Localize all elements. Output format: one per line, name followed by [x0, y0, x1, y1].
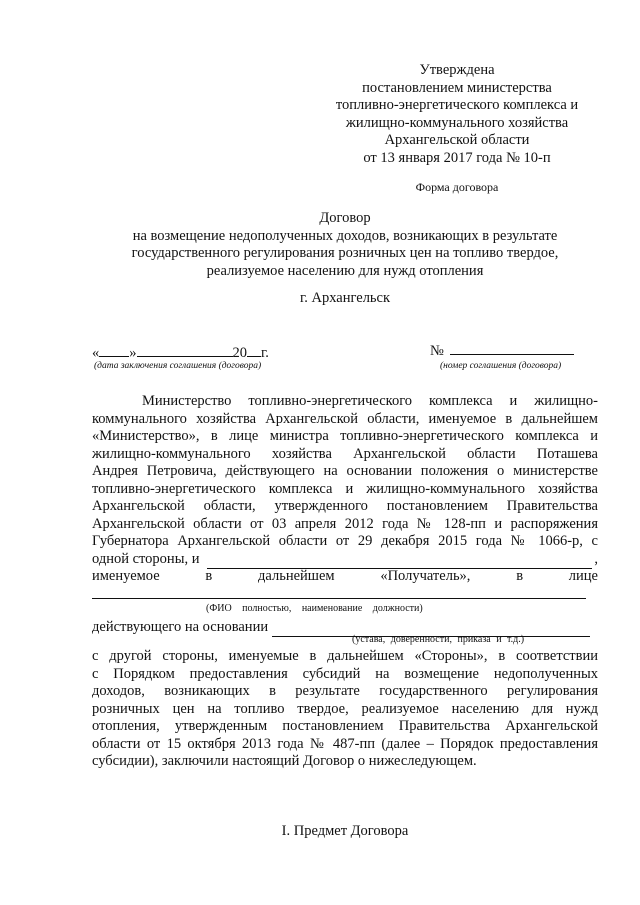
text-line: субсидии), заключили настоящий Договор о нижеследующем. — [92, 753, 477, 769]
text-line: Министерство топливно-энергетического комплекса и жилищно- — [142, 393, 598, 409]
word: «Получатель», — [380, 568, 471, 584]
word: в — [516, 568, 524, 584]
city-name: г. Архангельск — [299, 290, 391, 306]
text-line: жилищно-коммунального хозяйства Архангельской области Поташева — [92, 445, 598, 462]
text-line: Архангельской области, утвержденного постановлением Правительства — [92, 498, 598, 514]
one-side-prefix: одной стороны, и — [92, 551, 200, 567]
document-title — [92, 210, 598, 280]
title-line: государственного регулирования розничных цен на топливо твердое, — [131, 245, 559, 261]
named-line — [92, 568, 598, 586]
quote-close: » — [129, 345, 137, 361]
approval-line: топливно-энергетического комплекса и — [335, 97, 579, 113]
title-line: реализуемое населению для нужд отопления — [206, 262, 484, 279]
year-suffix: г. — [261, 345, 269, 361]
year-blank[interactable] — [247, 343, 261, 357]
title-line: на возмещение недополученных доходов, возникающих в результате — [132, 227, 558, 244]
text-line: топливно-энергетического комплекса и жилищно-коммунального хозяйства — [92, 480, 598, 497]
date-caption: (дата заключения соглашения (договора) — [94, 361, 262, 371]
word: в — [205, 568, 213, 584]
word: именуемое — [92, 568, 160, 584]
text-line: розничных цен на топливо твердое, реализуемое населению для нужд — [92, 700, 598, 717]
text-line: Архангельской области от 03 апреля 2012 года № 128-пп и распоряжения — [92, 515, 598, 532]
day-blank[interactable] — [99, 343, 129, 357]
month-blank[interactable] — [137, 343, 233, 357]
recipient-blank[interactable] — [207, 556, 592, 569]
text-line: Губернатора Архангельской области от 29 декабря 2015 года № 1066-р, с — [92, 533, 598, 549]
number-sign: № — [430, 343, 444, 359]
title-line: Договор — [319, 210, 371, 226]
word: дальнейшем — [258, 568, 335, 584]
quote-open: « — [92, 345, 100, 361]
text-line: Андрея Петровича, действующего на основании положения о министерстве — [92, 463, 598, 479]
word: лице — [568, 568, 598, 584]
one-side-line — [92, 551, 598, 569]
one-side-suffix: , — [594, 551, 598, 567]
text-line: с Порядком предоставления субсидий на возмещение недополученных — [92, 665, 598, 682]
year-prefix: 20 — [232, 345, 247, 361]
text-line: «Министерство», в лице министра топливно-энергетического комплекса и — [92, 428, 598, 444]
approval-line: жилищно-коммунального хозяйства — [345, 114, 569, 131]
text-line: коммунального хозяйства Архангельской области, именуемое в дальнейшем — [92, 410, 598, 427]
number-field — [430, 341, 574, 360]
date-field — [92, 343, 269, 362]
approval-line: Утверждена — [419, 62, 495, 78]
text-line: доходов, возникающих в результате государственного регулирования — [92, 683, 598, 699]
fio-blank[interactable] — [92, 598, 586, 599]
basis-caption: (устава, доверенности, приказа и т.д.) — [352, 634, 525, 645]
approval-line: постановлением министерства — [362, 79, 552, 96]
preamble-paragraph — [92, 393, 598, 551]
form-label: Форма договора — [415, 180, 499, 194]
text-line: с другой стороны, именуемые в дальнейшем «Стороны», в соответствии — [92, 648, 598, 664]
number-blank[interactable] — [450, 341, 574, 355]
approval-line: Архангельской области — [384, 132, 530, 148]
section-heading: I. Предмет Договора — [281, 823, 409, 839]
approval-line: от 13 января 2017 года № 10-п — [363, 149, 551, 166]
approval-stamp — [318, 62, 596, 167]
text-line: отопления, утвержденным постановлением Правительства Архангельской — [92, 718, 598, 734]
fio-caption: (ФИО полностью, наименование должности) — [206, 603, 423, 614]
closing-paragraph — [92, 648, 598, 771]
basis-prefix: действующего на основании — [92, 619, 269, 635]
text-line: области от 15 октября 2013 года № 487-пп (далее – Порядок предоставления — [92, 735, 598, 752]
number-caption: (номер соглашения (договора) — [440, 361, 562, 371]
